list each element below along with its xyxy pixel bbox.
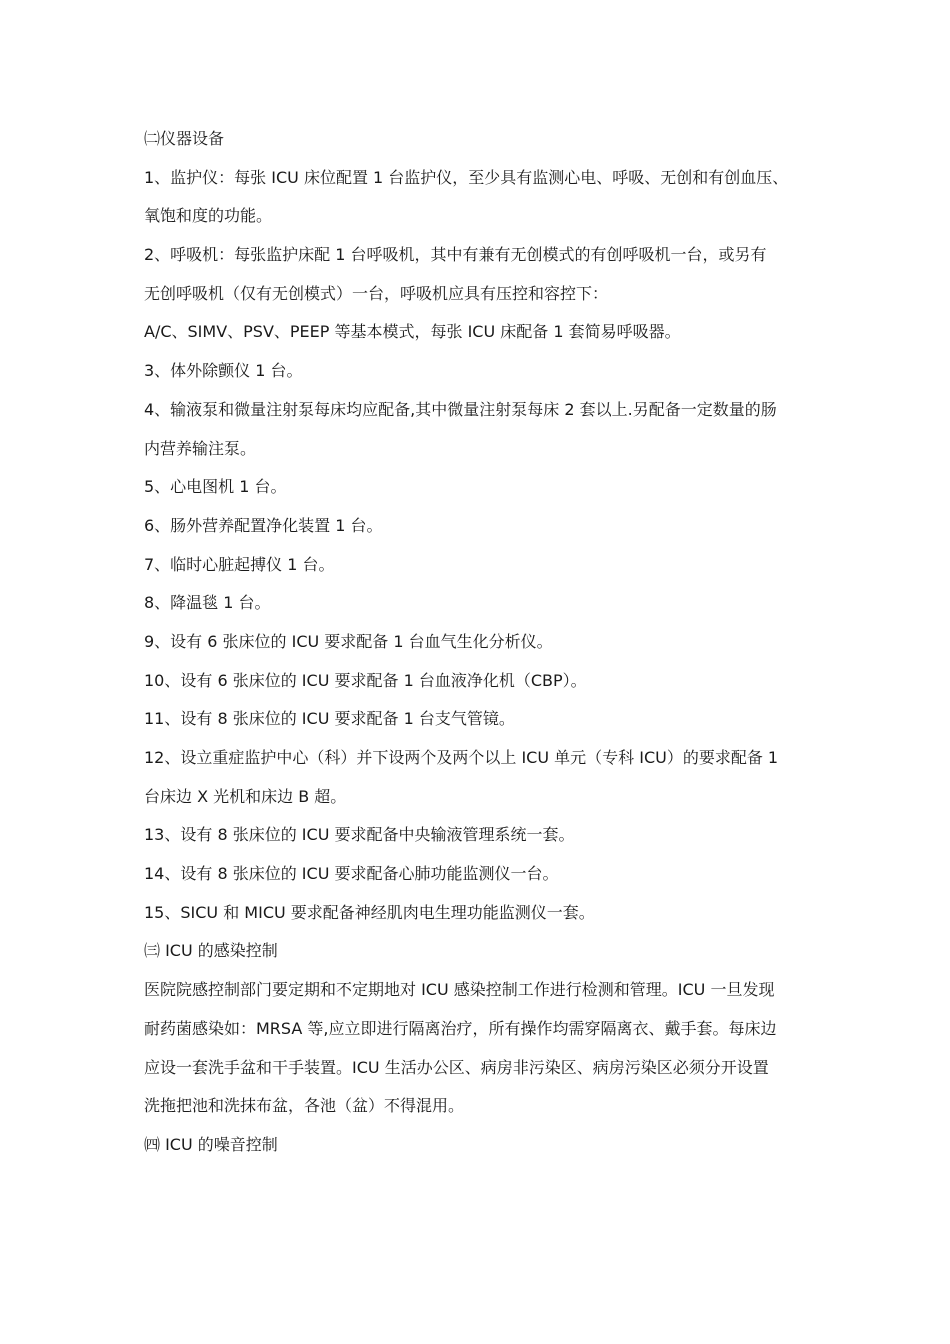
- paragraph-line: 3、体外除颤仪 1 台。: [144, 361, 303, 381]
- paragraph-line: 8、降温毯 1 台。: [144, 593, 271, 613]
- paragraph-line: 13、设有 8 张床位的 ICU 要求配备中央输液管理系统一套。: [144, 825, 575, 845]
- paragraph-line: 5、心电图机 1 台。: [144, 477, 287, 497]
- paragraph-line: 15、SICU 和 MICU 要求配备神经肌肉电生理功能监测仪一套。: [144, 902, 595, 922]
- section-heading-noise-control: ㈣ ICU 的噪音控制: [144, 1134, 278, 1154]
- paragraph-line: 12、设立重症监护中心（科）并下设两个及两个以上 ICU 单元（专科 ICU）的要求配备 1: [144, 748, 779, 767]
- paragraph-line: 4、输液泵和微量注射泵每床均应配备,其中微量注射泵每床 2 套以上.另配备一定数量的肠: [144, 399, 777, 419]
- paragraph-line: 氧饱和度的功能。: [144, 206, 273, 226]
- section-heading-instruments: ㈡仪器设备: [144, 129, 225, 148]
- paragraph-line: A/C、SIMV、PSV、PEEP 等基本模式，每张 ICU 床配备 1 套简易呼吸器。: [144, 322, 681, 342]
- paragraph-line: 1、监护仪：每张 ICU 床位配置 1 台监护仪，至少具有监测心电、呼吸、无创和有创血压、: [144, 167, 789, 187]
- paragraph-line: 无创呼吸机（仅有无创模式）一台，呼吸机应具有压控和容控下：: [144, 283, 609, 303]
- paragraph-line: 6、肠外营养配置净化装置 1 台。: [144, 515, 383, 535]
- paragraph-line: 台床边 X 光机和床边 B 超。: [144, 786, 347, 806]
- paragraph-line: 洗拖把池和洗抹布盆，各池（盆）不得混用。: [144, 1096, 465, 1116]
- paragraph-line: 10、设有 6 张床位的 ICU 要求配备 1 台血液净化机（CBP）。: [144, 670, 587, 690]
- paragraph-line: 内营养输注泵。: [144, 438, 257, 458]
- paragraph-line: 11、设有 8 张床位的 ICU 要求配备 1 台支气管镜。: [144, 709, 515, 729]
- paragraph-line: 应设一套洗手盆和干手装置。ICU 生活办公区、病房非污染区、病房污染区必须分开设置: [144, 1057, 769, 1077]
- paragraph-line: 耐药菌感染如：MRSA 等,应立即进行隔离治疗，所有操作均需穿隔离衣、戴手套。每床边: [144, 1018, 777, 1038]
- paragraph-line: 14、设有 8 张床位的 ICU 要求配备心肺功能监测仪一台。: [144, 864, 559, 884]
- paragraph-line: 医院院感控制部门要定期和不定期地对 ICU 感染控制工作进行检测和管理。ICU 一旦发现: [144, 980, 775, 1000]
- document-body: [144, 120, 814, 1165]
- paragraph-line: 9、设有 6 张床位的 ICU 要求配备 1 台血气生化分析仪。: [144, 631, 553, 651]
- section-heading-infection-control: ㈢ ICU 的感染控制: [144, 941, 278, 961]
- paragraph-line: 7、临时心脏起搏仪 1 台。: [144, 554, 335, 574]
- paragraph-line: 2、呼吸机：每张监护床配 1 台呼吸机，其中有兼有无创模式的有创呼吸机一台，或另有: [144, 245, 767, 265]
